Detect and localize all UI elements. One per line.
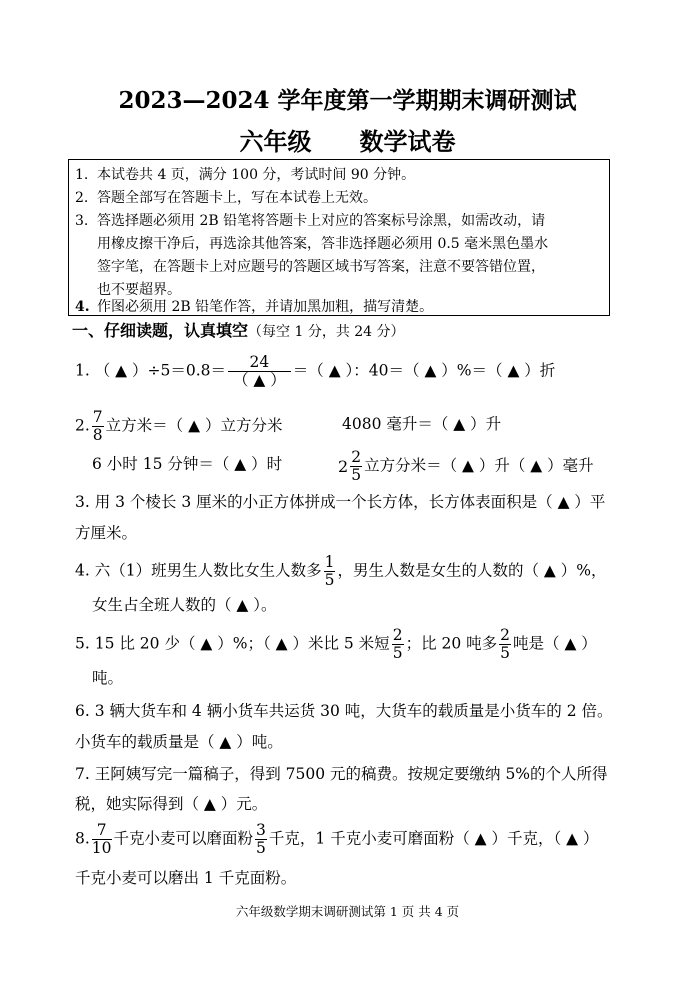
question-6-line-2: 小货车的载质量是（ ▲ ）吨。	[75, 733, 283, 751]
question-2-liters: 4080 毫升＝（ ▲ ）升	[342, 415, 502, 433]
exam-title: 2023—2024 学年度第一学期期末调研测试	[118, 87, 577, 114]
exam-subtitle	[0, 122, 695, 157]
notice-line: 4. 作图必须用 2B 铅笔作答，并请加黑加粗，描写清楚。	[75, 299, 434, 315]
question-5-line-1: 5. 15 比 20 少（ ▲ ）%；（ ▲ ）米比 5 米短 $\frac{2}{5}$ ；比 20 吨多 $\frac{2}{5}$ 吨是（ ▲ ）	[75, 626, 597, 662]
question-3-line-1: 3. 用 3 个棱长 3 厘米的小正方体拼成一个长方体，长方体表面积是（ ▲ ）平	[75, 493, 606, 511]
question-2-hours: 6 小时 15 分钟＝（ ▲ ）时	[92, 455, 283, 473]
notice-line: 1. 本试卷共 4 页，满分 100 分，考试时间 90 分钟。	[75, 167, 416, 183]
subtitle-subject: 数学试卷	[359, 127, 456, 156]
question-1: 1. （ ▲ ）÷5＝0.8＝ $\frac{24}{( ▲ )}$ ＝（ ▲ ）：40＝（ ▲ ）%＝（ ▲ ）折	[75, 353, 556, 389]
notice-line: 也不要超界。	[97, 282, 181, 298]
notice-box	[68, 159, 610, 316]
notice-line: 3. 答选择题必须用 2B 铅笔将答题卡上对应的答案标号涂黑，如需改动，请	[75, 213, 546, 229]
notice-line: 签字笔，在答题卡上对应题号的答题区域书写答案，注意不要答错位置，	[97, 259, 545, 275]
question-5-line-2: 吨。	[92, 669, 124, 687]
section-heading: 一、仔细读题，认真填空（每空 1 分，共 24 分）	[72, 321, 405, 340]
question-2-row-1: 2. $\frac{7}{8}$ 立方米＝（ ▲ ）立方分米	[75, 408, 283, 444]
question-7-line-1: 7. 王阿姨写完一篇稿子，得到 7500 元的稿费。按规定要缴纳 5%的个人所得	[75, 765, 608, 783]
question-4-line-2: 女生占全班人数的（ ▲ ）。	[92, 596, 277, 614]
question-8-line-1: 8. $\frac{7}{10}$ 千克小麦可以磨面粉 $\frac{3}{5}$ 千克，1 千克小麦可磨面粉（ ▲ ）千克，（ ▲ ）	[75, 821, 599, 857]
question-4-line-1: 4. 六（1）班男生人数比女生人数多 $\frac{1}{5}$ ，男生人数是女生的人数的（ ▲ ）%，	[75, 553, 607, 589]
question-3-line-2: 方厘米。	[75, 524, 138, 542]
question-7-line-2: 税，她实际得到（ ▲ ）元。	[75, 795, 268, 813]
subtitle-grade: 六年级	[239, 127, 312, 156]
question-6-line-1: 6. 3 辆大货车和 4 辆小货车共运货 30 吨，大货车的载质量是小货车的 2 倍。	[75, 702, 613, 720]
notice-line: 用橡皮擦干净后，再选涂其他答案，答非选择题必须用 0.5 毫米黑色墨水	[97, 236, 549, 252]
page-footer: 六年级数学期末调研测试第 1 页 共 4 页	[235, 904, 460, 919]
notice-line: 2. 答题全部写在答题卡上，写在本试卷上无效。	[75, 190, 377, 206]
question-8-line-2: 千克小麦可以磨出 1 千克面粉。	[75, 869, 297, 887]
question-2-mixed: 2 $\frac{2}{5}$ 立方分米＝（ ▲ ）升（ ▲ ）毫升	[338, 448, 594, 484]
